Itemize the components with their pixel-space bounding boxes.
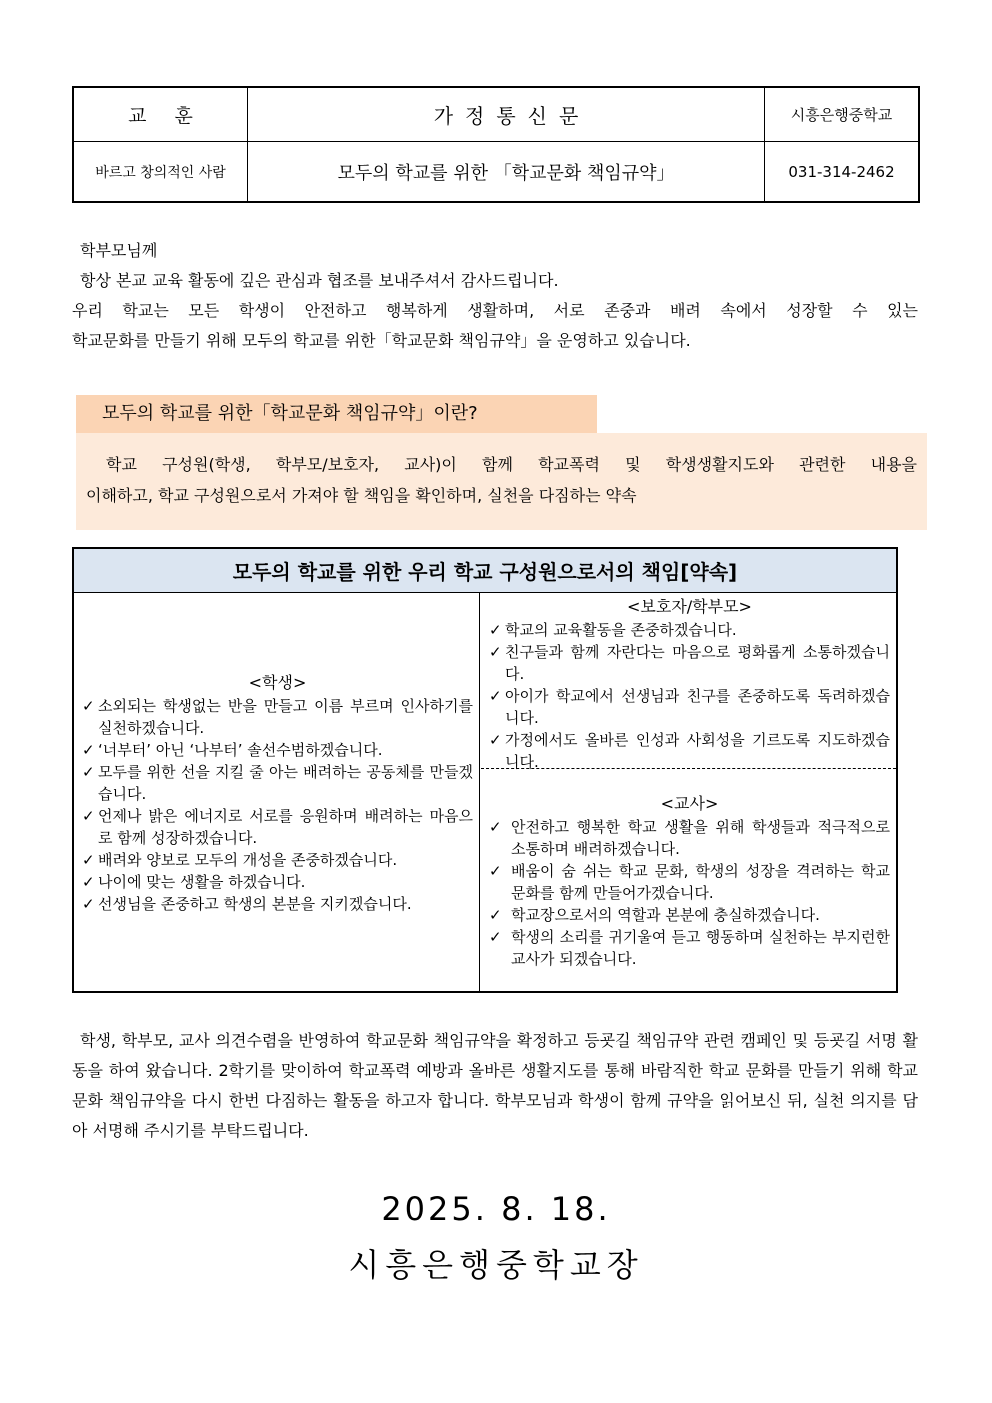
intro-line-3: 학교문화를 만들기 위해 모두의 학교를 위한「학교문화 책임규약」을 운영하고 있습니다. [72, 331, 691, 350]
checkmark-icon: ✓ [489, 906, 502, 924]
checkmark-icon: ✓ [82, 895, 95, 913]
parents-pledge-item [489, 729, 890, 773]
pledge-title: 모두의 학교를 위한 우리 학교 구성원으로서의 책임[약속] [74, 549, 896, 593]
students-pledge-item [82, 805, 473, 849]
school-phone: 031-314-2462 [788, 162, 895, 181]
pledge-item-text: ‘너부터’ 아닌 ‘나부터’ 솔선수범하겠습니다. [98, 741, 383, 759]
greeting: 학부모님께 [80, 241, 158, 260]
header-table [72, 86, 920, 203]
checkmark-icon: ✓ [489, 687, 502, 705]
students-pledge-item [82, 849, 473, 871]
definition-body [76, 433, 927, 530]
students-pledge-item [82, 739, 473, 761]
pledge-item-text: 모두를 위한 선을 지킬 줄 아는 배려하는 공동체를 만들겠습니다. [98, 763, 473, 803]
teachers-pledge-item [489, 904, 890, 926]
students-pledge-item [82, 871, 473, 893]
pledge-item-text: 안전하고 행복한 학교 생활을 위해 학생들과 적극적으로 소통하며 배려하겠습니다. [511, 818, 890, 858]
checkmark-icon: ✓ [82, 807, 95, 825]
students-pledge-item [82, 695, 473, 739]
intro-line-2: 우리 학교는 모든 학생이 안전하고 행복하게 생활하며, 서로 존중과 배려 속에서 성장할 수 있는 [72, 301, 918, 320]
checkmark-icon: ✓ [82, 697, 95, 715]
teachers-pledge-item [489, 816, 890, 860]
parents-pledge-item [489, 619, 890, 641]
checkmark-icon: ✓ [489, 621, 502, 639]
newsletter-subtitle: 모두의 학교를 위한 「학교문화 책임규약」 [248, 142, 765, 201]
parents-pledge-item [489, 685, 890, 729]
pledge-item-text: 친구들과 함께 자란다는 마음으로 평화롭게 소통하겠습니다. [505, 643, 890, 683]
checkmark-icon: ✓ [82, 741, 95, 759]
closing-text: 학생, 학부모, 교사 의견수렴을 반영하여 학교문화 책임규약을 확정하고 등굣길 책임규약 관련 캠페인 및 등굣길 서명 활동을 하여 왔습니다. 2학기를 맞이하여 학교폭력 예방과 올바른 생활지도를 통해 바람직한 학교 문화를 만들기 위해 학교문화 책임규약을 다시 한번 다짐하는 활동을 하고자 합니다. 학부모님과 학생이 함께 규약을 읽어보신 뒤, 실천 의지를 담아 서명해 주시기를 부탁드립니다. [72, 1031, 918, 1140]
issue-date: 2025. 8. 18. [381, 1190, 611, 1228]
checkmark-icon: ✓ [489, 643, 502, 661]
pledge-item-text: 학교의 교육활동을 존중하겠습니다. [505, 621, 737, 639]
checkmark-icon: ✓ [489, 731, 502, 749]
parents-heading: <보호자/학부모> [627, 597, 752, 616]
checkmark-icon: ✓ [82, 763, 95, 781]
pledge-item-text: 학생의 소리를 귀기울여 듣고 행동하며 실천하는 부지런한 교사가 되겠습니다. [511, 928, 890, 968]
pledge-box [72, 547, 898, 993]
checkmark-icon: ✓ [82, 873, 95, 891]
checkmark-icon: ✓ [82, 851, 95, 869]
parents-pledge-item [489, 641, 890, 685]
principal-signature: 시흥은행중학교장 [348, 1246, 644, 1284]
pledge-item-text: 언제나 밝은 에너지로 서로를 응원하며 배려하는 마음으로 함께 성장하겠습니다. [98, 807, 473, 847]
pledge-item-text: 배려와 양보로 모두의 개성을 존중하겠습니다. [98, 851, 398, 869]
definition-line-1: 학교 구성원(학생, 학부모/보호자, 교사)이 함께 학교폭력 및 학생생활지도와 관련한 내용을 [106, 455, 917, 474]
students-section [74, 593, 480, 991]
teachers-pledge-item [489, 926, 890, 970]
parents-section [481, 593, 896, 769]
pledge-item-text: 나이에 맞는 생활을 하겠습니다. [98, 873, 306, 891]
pledge-item-text: 가정에서도 올바른 인성과 사회성을 기르도록 지도하겠습니다. [505, 731, 890, 771]
pledge-item-text: 소외되는 학생없는 반을 만들고 이름 부르며 인사하기를 실천하겠습니다. [98, 697, 473, 737]
pledge-item-text: 배움이 숨 쉬는 학교 문화, 학생의 성장을 격려하는 학교 문화를 함께 만들어가겠습니다. [511, 862, 890, 902]
students-heading: <학생> [248, 673, 307, 692]
closing-paragraph [72, 1026, 918, 1146]
students-pledge-item [82, 761, 473, 805]
pledge-item-text: 선생님을 존중하고 학생의 본분을 지키겠습니다. [98, 895, 412, 913]
definition-line-2: 이해하고, 학교 구성원으로서 가져야 할 책임을 확인하며, 실천을 다짐하는 약속 [86, 486, 637, 505]
teachers-section [481, 770, 896, 991]
teachers-heading: <교사> [660, 794, 719, 813]
motto-heading: 교훈 [74, 88, 248, 142]
definition-title: 모두의 학교를 위한「학교문화 책임규약」이란? [76, 395, 597, 433]
school-name: 시흥은행중학교 [765, 88, 918, 142]
intro-line-1: 항상 본교 교육 활동에 깊은 관심과 협조를 보내주셔서 감사드립니다. [80, 271, 559, 290]
pledge-item-text: 학교장으로서의 역할과 본분에 충실하겠습니다. [511, 906, 820, 924]
teachers-pledge-item [489, 860, 890, 904]
parents-list [489, 619, 890, 773]
pledge-item-text: 아이가 학교에서 선생님과 친구를 존중하도록 독려하겠습니다. [505, 687, 890, 727]
students-pledge-item [82, 893, 473, 915]
students-list [82, 695, 473, 915]
checkmark-icon: ✓ [489, 928, 502, 946]
school-motto: 바르고 창의적인 사람 [74, 142, 248, 201]
newsletter-title: 가정통신문 [248, 88, 765, 142]
checkmark-icon: ✓ [489, 818, 502, 836]
checkmark-icon: ✓ [489, 862, 502, 880]
teachers-list [489, 816, 890, 970]
